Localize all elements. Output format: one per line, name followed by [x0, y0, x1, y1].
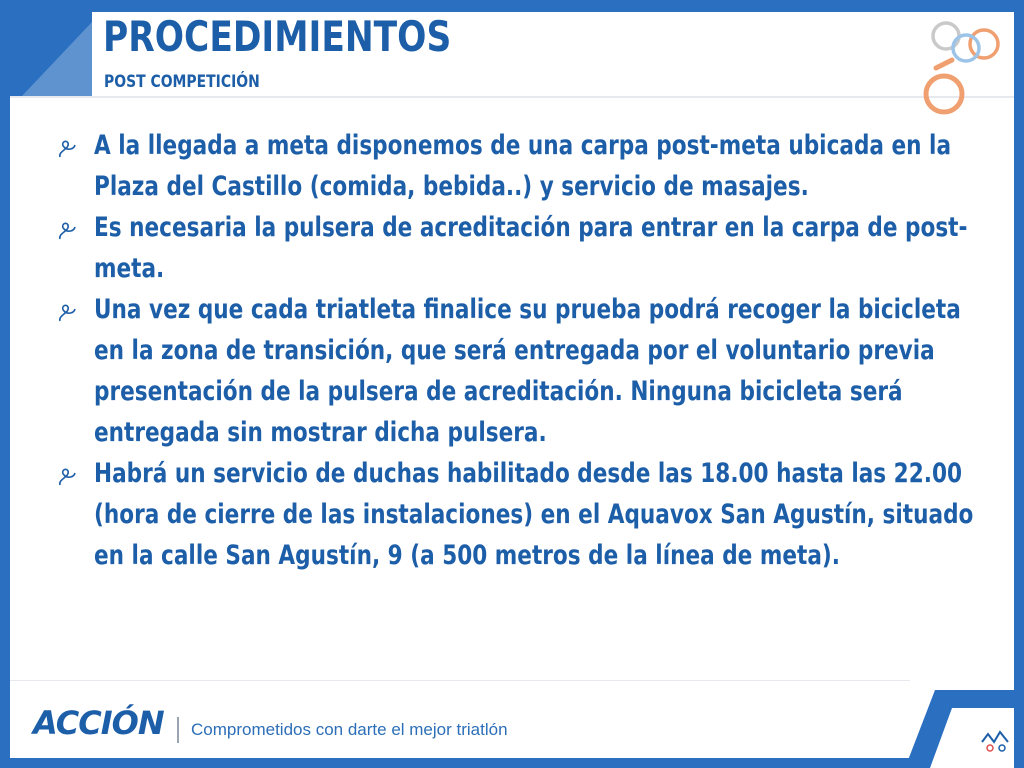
bullet-item	[52, 207, 982, 289]
footer-divider	[177, 717, 179, 743]
bullet-item	[52, 125, 982, 207]
slide-title: PROCEDIMIENTOS	[103, 12, 452, 61]
bullet-loop-icon	[56, 139, 78, 161]
bullet-text: Una vez que cada triatleta finalice su prueba podrá recoger la bicicleta en la zona de transición, que será entregada por el voluntario previa presentación de la pulsera de acreditación. Ninguna bicicleta será entregada sin mostrar dicha pulsera.	[94, 294, 961, 448]
bullet-loop-icon	[56, 221, 78, 243]
triathlon-rings-logo	[918, 14, 1010, 118]
bullet-loop-icon	[56, 467, 78, 489]
footer-brand-logo: ACCIÓN	[33, 704, 164, 742]
bullet-text: A la llegada a meta disponemos de una carpa post-meta ubicada en la Plaza del Castillo (comida, bebida..) y servicio de masajes.	[94, 130, 952, 202]
bullet-item	[52, 453, 982, 576]
slide-subtitle: POST COMPETICIÓN	[104, 72, 260, 92]
triathlon-corner-logo	[978, 728, 1016, 760]
bullet-text: Habrá un servicio de duchas habilitado desde las 18.00 hasta las 22.00 (hora de cierre de las instalaciones) en el Aquavox San Agustín, situado en la calle San Agustín, 9 (a 500 metros de la línea de meta).	[94, 458, 974, 571]
bullet-item	[52, 289, 982, 453]
bullet-text: Es necesaria la pulsera de acreditación para entrar en la carpa de post-meta.	[94, 212, 968, 284]
bullet-list	[52, 125, 982, 576]
footer-tagline: Comprometidos con darte el mejor triatlón	[191, 720, 508, 739]
bullet-loop-icon	[56, 303, 78, 325]
